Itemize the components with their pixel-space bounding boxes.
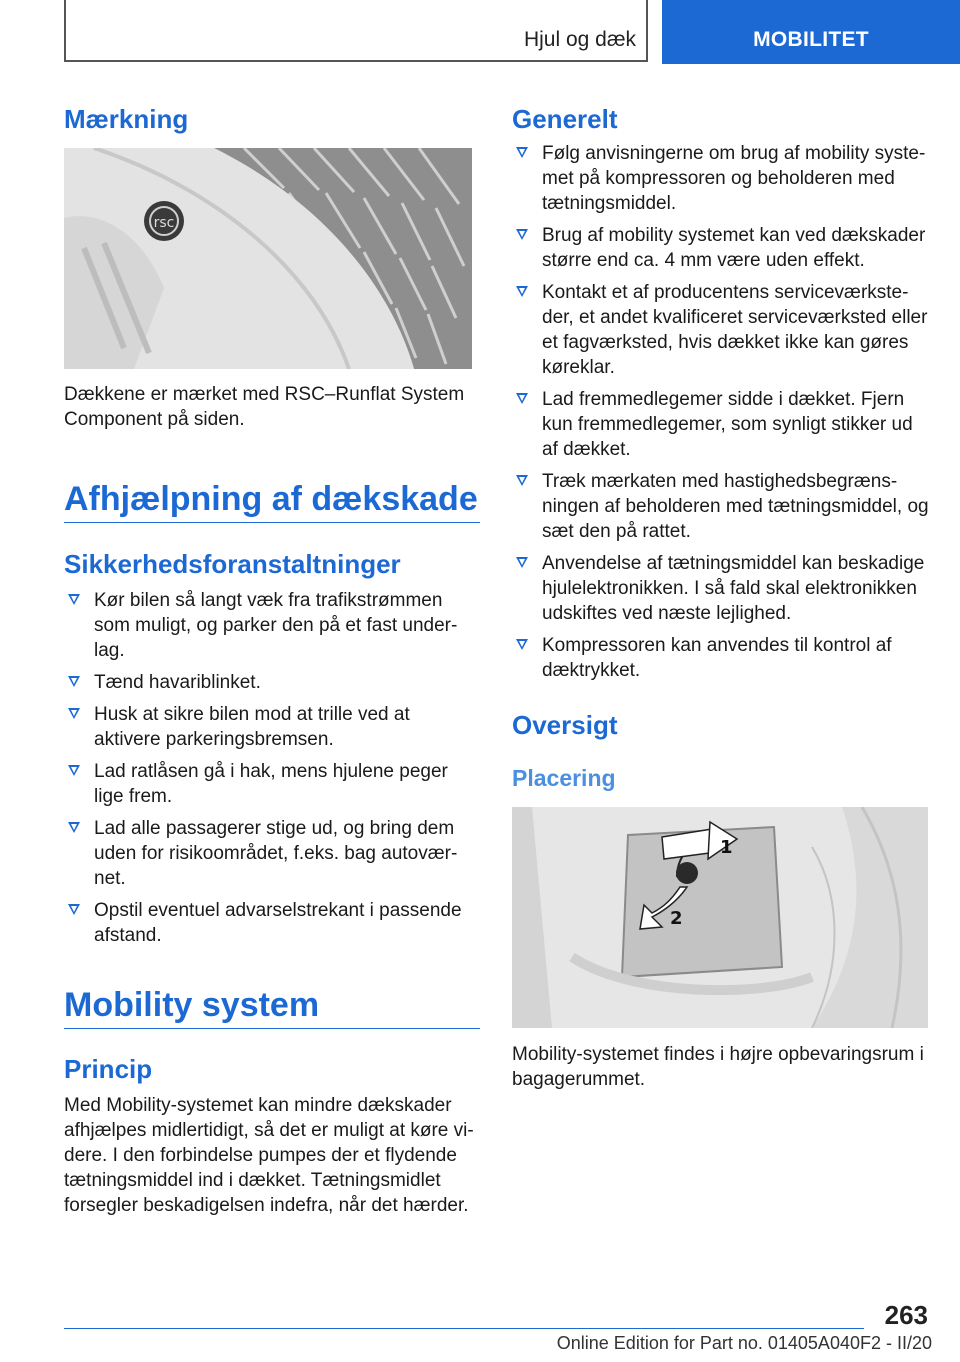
- list-item: Husk at sikre bilen mod at trille ved at aktivere parkeringsbremsen.: [64, 702, 480, 752]
- list-item: Tænd havariblinket.: [64, 670, 480, 695]
- triangle-bullet-icon: [516, 475, 528, 486]
- chapter-tab: MOBILITET: [662, 0, 960, 64]
- list-item: Anvendelse af tætningsmiddel kan beskadige hjulelektronikken. I så fald skal elektronikken udskiftes ved næste lejlighed.: [512, 551, 930, 626]
- triangle-bullet-icon: [516, 639, 528, 650]
- triangle-bullet-icon: [516, 147, 528, 158]
- general-list: [512, 141, 930, 690]
- tire-marking-image: [64, 148, 472, 369]
- mobility-heading: Mobility system: [64, 986, 320, 1024]
- figure-label-2: 2: [670, 908, 683, 929]
- list-item: Træk mærkaten med hastighedsbegrænsningen af beholderen med tætningsmiddel, og sæt den på rattet.: [512, 469, 930, 544]
- list-item: Kør bilen så langt væk fra trafikstrømmen som muligt, og parker den på et fast underlag.: [64, 588, 480, 663]
- triangle-bullet-icon: [68, 904, 80, 915]
- svg-text:rsc: rsc: [153, 215, 175, 231]
- marking-caption: Dækkene er mærket med RSC–Runflat System Component på siden.: [64, 384, 465, 430]
- running-header: [64, 0, 648, 62]
- page-number: 263: [884, 1300, 928, 1330]
- mobility-heading-rule: [64, 1028, 480, 1029]
- help-heading: Afhjælpning af dækskade: [64, 480, 478, 518]
- list-item: Kontakt et af producentens serviceværksteder, et andet kvalificeret serviceværksted eller et fagværksted, hvis dækket ikke kan gøres køreklar.: [512, 280, 930, 380]
- figure-label-1: 1: [720, 837, 733, 858]
- triangle-bullet-icon: [68, 765, 80, 776]
- placement-heading: Placering: [512, 765, 616, 791]
- trunk-illustration: [512, 807, 928, 1028]
- principle-heading: Princip: [64, 1054, 153, 1084]
- tire-illustration: [64, 148, 472, 369]
- triangle-bullet-icon: [516, 229, 528, 240]
- triangle-bullet-icon: [68, 676, 80, 687]
- triangle-bullet-icon: [68, 822, 80, 833]
- trunk-placement-image: [512, 807, 928, 1028]
- header-section-title: Hjul og dæk: [523, 28, 636, 51]
- list-item: Lad ratlåsen gå i hak, mens hjulene peger lige frem.: [64, 759, 480, 809]
- list-item: Opstil eventuel advarselstrekant i passende afstand.: [64, 898, 480, 948]
- general-heading: Generelt: [512, 104, 618, 134]
- safety-heading: Sikkerhedsforanstaltninger: [64, 549, 401, 579]
- list-item: Lad fremmedlegemer sidde i dækket. Fjern kun fremmedlegemer, som synligt stikker ud af dækket.: [512, 387, 930, 462]
- marking-heading: Mærkning: [64, 104, 189, 134]
- footer-edition: Online Edition for Part no. 01405A040F2 - II/20: [556, 1333, 932, 1353]
- list-item: Brug af mobility systemet kan ved dækskader større end ca. 4 mm være uden effekt.: [512, 223, 930, 273]
- triangle-bullet-icon: [68, 708, 80, 719]
- list-item: Lad alle passagerer stige ud, og bring dem uden for risikoområdet, f.eks. bag autoværnet.: [64, 816, 480, 891]
- triangle-bullet-icon: [516, 557, 528, 568]
- triangle-bullet-icon: [68, 594, 80, 605]
- triangle-bullet-icon: [516, 393, 528, 404]
- overview-heading: Oversigt: [512, 710, 618, 740]
- principle-text: Med Mobility-systemet kan mindre dækskader afhjælpes midlertidigt, så det er muligt at køre videre. I den forbindelse pumpes der et flydende tætningsmiddel ind i dækket. Tætningsmidlet forsegler beskadigelsen indefra, når det hærder.: [64, 1095, 474, 1216]
- placement-caption: Mobility-systemet findes i højre opbevaringsrum i bagagerummet.: [512, 1044, 924, 1090]
- list-item: Følg anvisningerne om brug af mobility systemet på kompressoren og beholderen med tætningsmiddel.: [512, 141, 930, 216]
- triangle-bullet-icon: [516, 286, 528, 297]
- list-item: Kompressoren kan anvendes til kontrol af dæktrykket.: [512, 633, 930, 683]
- help-heading-rule: [64, 522, 480, 523]
- footer-rule: [64, 1328, 864, 1329]
- safety-list: [64, 588, 480, 955]
